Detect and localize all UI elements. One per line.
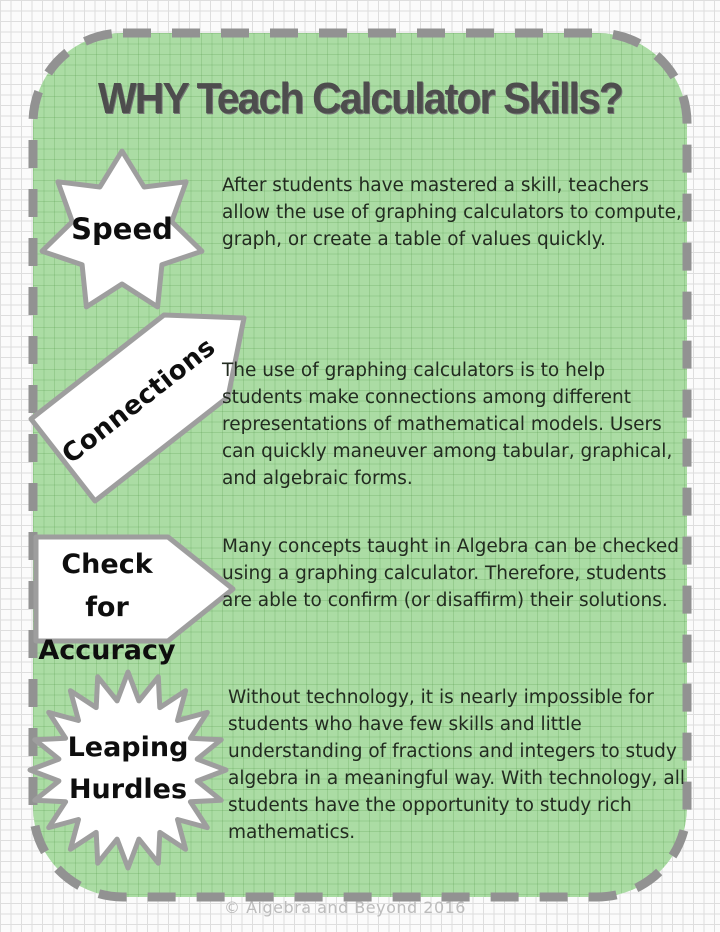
badge-label-line: Check for <box>61 549 153 623</box>
check-accuracy-badge-label <box>36 543 178 672</box>
check-accuracy-paragraph: Many concepts taught in Algebra can be checked using a graphing calculator. Therefore, students are able to confirm (or disaffirm) their solutions. <box>222 536 680 611</box>
badge-label-line: Speed <box>71 212 173 246</box>
leaping-hurdles-paragraph: Without technology, it is nearly impossible for students who have few skills and little understanding of fractions and integers to study algebra in a meaningful way. With technology, all students have the opportunity to study rich mathematics. <box>228 687 685 843</box>
poster-title: WHY Teach Calculator Skills? <box>98 74 622 123</box>
connections-paragraph: The use of graphing calculators is to help students make connections among different representations of mathematical models. Users can quickly maneuver among tabular, graphical, and algebraic forms. <box>222 360 673 489</box>
badge-label-line: Leaping <box>67 732 189 763</box>
badge-label-line: Hurdles <box>68 774 188 805</box>
badge-label-line: Accuracy <box>38 635 176 666</box>
speed-paragraph: After students have mastered a skill, teachers allow the use of graphing calculators to compute, graph, or create a table of values quickly. <box>222 175 682 250</box>
copyright-credit: © Algebra and Beyond 2016 <box>224 898 466 917</box>
speed-badge-label <box>42 212 202 246</box>
badge-label-line: Connections <box>56 332 222 470</box>
leaping-hurdles-badge-label <box>48 727 208 811</box>
